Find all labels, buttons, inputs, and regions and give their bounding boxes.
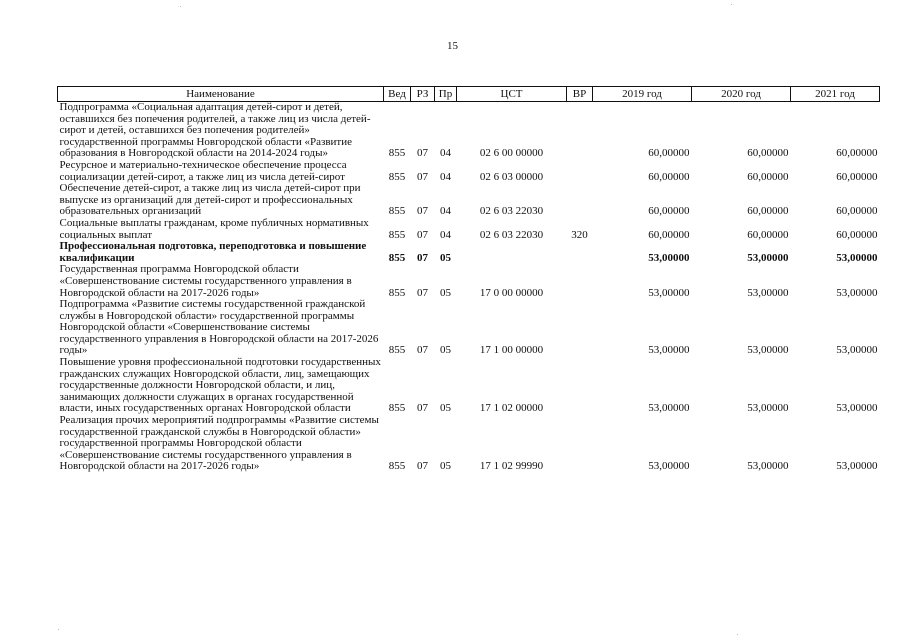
- row-2021: 53,00000: [836, 251, 878, 264]
- scan-speck: [731, 4, 732, 5]
- row-vr: 320: [571, 228, 588, 241]
- row-2019: 53,00000: [648, 286, 690, 299]
- row-vr: [567, 415, 593, 473]
- row-ved: 855: [388, 228, 406, 241]
- row-vr: [567, 183, 593, 218]
- row-2019: 53,00000: [648, 402, 690, 415]
- table-row: [58, 415, 880, 473]
- row-rz: 07: [417, 170, 428, 183]
- scan-speck: [180, 6, 181, 7]
- row-ved: 855: [388, 170, 406, 183]
- header-2021: 2021 год: [791, 87, 880, 102]
- row-2019: 60,00000: [648, 205, 690, 218]
- row-name: Обеспечение детей-сирот, а также лиц из числа детей-сирот при выпуске из организаций для детей-сирот и профессиональных образовательных организаций: [59, 182, 361, 218]
- row-2020: 53,00000: [747, 251, 789, 264]
- row-ved: 855: [388, 205, 406, 218]
- row-pr: 05: [440, 402, 451, 415]
- header-cst: ЦСТ: [457, 87, 567, 102]
- row-name: Ресурсное и материально-техническое обеспечение процесса социализации детей-сирот, а также лиц из числа детей-сирот: [59, 158, 347, 183]
- row-2019: 53,00000: [648, 251, 690, 264]
- row-cst: [457, 241, 567, 264]
- row-cst: 17 1 00 00000: [479, 344, 544, 357]
- row-2020: 53,00000: [747, 286, 789, 299]
- header-vr: ВР: [567, 87, 593, 102]
- row-pr: 04: [440, 170, 451, 183]
- row-2019: 60,00000: [648, 170, 690, 183]
- table-row: [58, 102, 880, 160]
- header-name: Наименование: [58, 87, 384, 102]
- row-name: Подпрограмма «Социальная адаптация детей-сирот и детей, оставшихся без попечения родителей, а также лиц из числа детей-сирот и детей, оставшихся без попечения родителей» государственной программы Новгородской области «Развитие образования в Новгородской области на 2014-2024 годы»: [59, 101, 371, 160]
- row-rz: 07: [417, 344, 428, 357]
- row-cst: 17 1 02 99990: [479, 460, 544, 473]
- row-2020: 60,00000: [747, 228, 789, 241]
- row-rz: 07: [417, 286, 428, 299]
- header-ved: Вед: [384, 87, 411, 102]
- row-name: Государственная программа Новгородской области «Совершенствование системы государственного управления в Новгородской области на 2017-2026 годы»: [59, 263, 352, 299]
- row-2020: 53,00000: [747, 344, 789, 357]
- row-2019: 53,00000: [648, 460, 690, 473]
- page-number: 15: [447, 40, 458, 52]
- row-name: Подпрограмма «Развитие системы государственной гражданской службы в Новгородской области» государственной программы Новгородской области «Совершенствование системы государственного управления в Новгородской области на 2017-2026 годы»: [59, 298, 379, 357]
- row-vr: [567, 299, 593, 357]
- row-2021: 53,00000: [836, 460, 878, 473]
- row-cst: 02 6 00 00000: [479, 147, 544, 160]
- row-pr: 05: [440, 344, 451, 357]
- header-2019: 2019 год: [593, 87, 692, 102]
- row-2020: 60,00000: [747, 170, 789, 183]
- row-2020: 60,00000: [747, 205, 789, 218]
- row-2021: 60,00000: [836, 170, 878, 183]
- row-2019: 53,00000: [648, 344, 690, 357]
- row-name: Социальные выплаты гражданам, кроме публичных нормативных социальных выплат: [59, 216, 369, 241]
- row-name: Реализация прочих мероприятий подпрограммы «Развитие системы государственной гражданской службы в Новгородской области» государственной программы Новгородской области «Совершенствование системы государственного управления в Новгородской области на 2017-2026 годы»: [59, 414, 379, 473]
- row-vr: [567, 357, 593, 415]
- row-rz: 07: [417, 147, 428, 160]
- row-ved: 855: [388, 251, 406, 264]
- row-name: Повышение уровня профессиональной подготовки государственных гражданских служащих Новгородской области, лиц, замещающих государственные должности Новгородской области, и лиц, занимающих должности служащих в органах государственной власти, иных государственных органах Новгородской области: [59, 356, 381, 415]
- row-2021: 53,00000: [836, 286, 878, 299]
- row-vr: [567, 102, 593, 160]
- row-ved: 855: [388, 344, 406, 357]
- table-header-row: [58, 87, 880, 102]
- row-cst: 02 6 03 00000: [479, 170, 544, 183]
- scan-speck: [58, 629, 59, 630]
- row-vr: [567, 241, 593, 264]
- table-row: [58, 241, 880, 264]
- row-ved: 855: [388, 402, 406, 415]
- table-row: [58, 264, 880, 299]
- table-row: [58, 160, 880, 183]
- row-vr: [567, 160, 593, 183]
- row-2021: 60,00000: [836, 205, 878, 218]
- row-2020: 60,00000: [747, 147, 789, 160]
- header-2020: 2020 год: [692, 87, 791, 102]
- table-row: [58, 299, 880, 357]
- row-cst: 02 6 03 22030: [479, 228, 544, 241]
- row-2020: 53,00000: [747, 460, 789, 473]
- header-pr: Пр: [435, 87, 457, 102]
- row-vr: [567, 264, 593, 299]
- row-ved: 855: [388, 147, 406, 160]
- row-pr: 05: [440, 251, 451, 264]
- row-2020: 53,00000: [747, 402, 789, 415]
- header-rz: РЗ: [411, 87, 435, 102]
- row-2021: 53,00000: [836, 402, 878, 415]
- row-2021: 60,00000: [836, 228, 878, 241]
- row-pr: 04: [440, 205, 451, 218]
- scan-speck: [737, 634, 738, 635]
- row-cst: 02 6 03 22030: [479, 205, 544, 218]
- row-pr: 04: [440, 228, 451, 241]
- row-pr: 05: [440, 286, 451, 299]
- row-name: Профессиональная подготовка, переподготовка и повышение квалификации: [59, 240, 367, 264]
- row-rz: 07: [417, 460, 428, 473]
- row-rz: 07: [417, 228, 428, 241]
- table-row: [58, 218, 880, 241]
- row-cst: 17 1 02 00000: [479, 402, 544, 415]
- row-rz: 07: [417, 251, 428, 264]
- row-ved: 855: [388, 460, 406, 473]
- row-2019: 60,00000: [648, 228, 690, 241]
- table-body: [58, 102, 880, 474]
- table-row: [58, 357, 880, 415]
- table-row: [58, 183, 880, 218]
- row-2021: 53,00000: [836, 344, 878, 357]
- row-2021: 60,00000: [836, 147, 878, 160]
- row-2019: 60,00000: [648, 147, 690, 160]
- budget-table: [57, 86, 880, 473]
- row-cst: 17 0 00 00000: [479, 286, 544, 299]
- row-ved: 855: [388, 286, 406, 299]
- row-pr: 05: [440, 460, 451, 473]
- row-rz: 07: [417, 402, 428, 415]
- row-pr: 04: [440, 147, 451, 160]
- row-rz: 07: [417, 205, 428, 218]
